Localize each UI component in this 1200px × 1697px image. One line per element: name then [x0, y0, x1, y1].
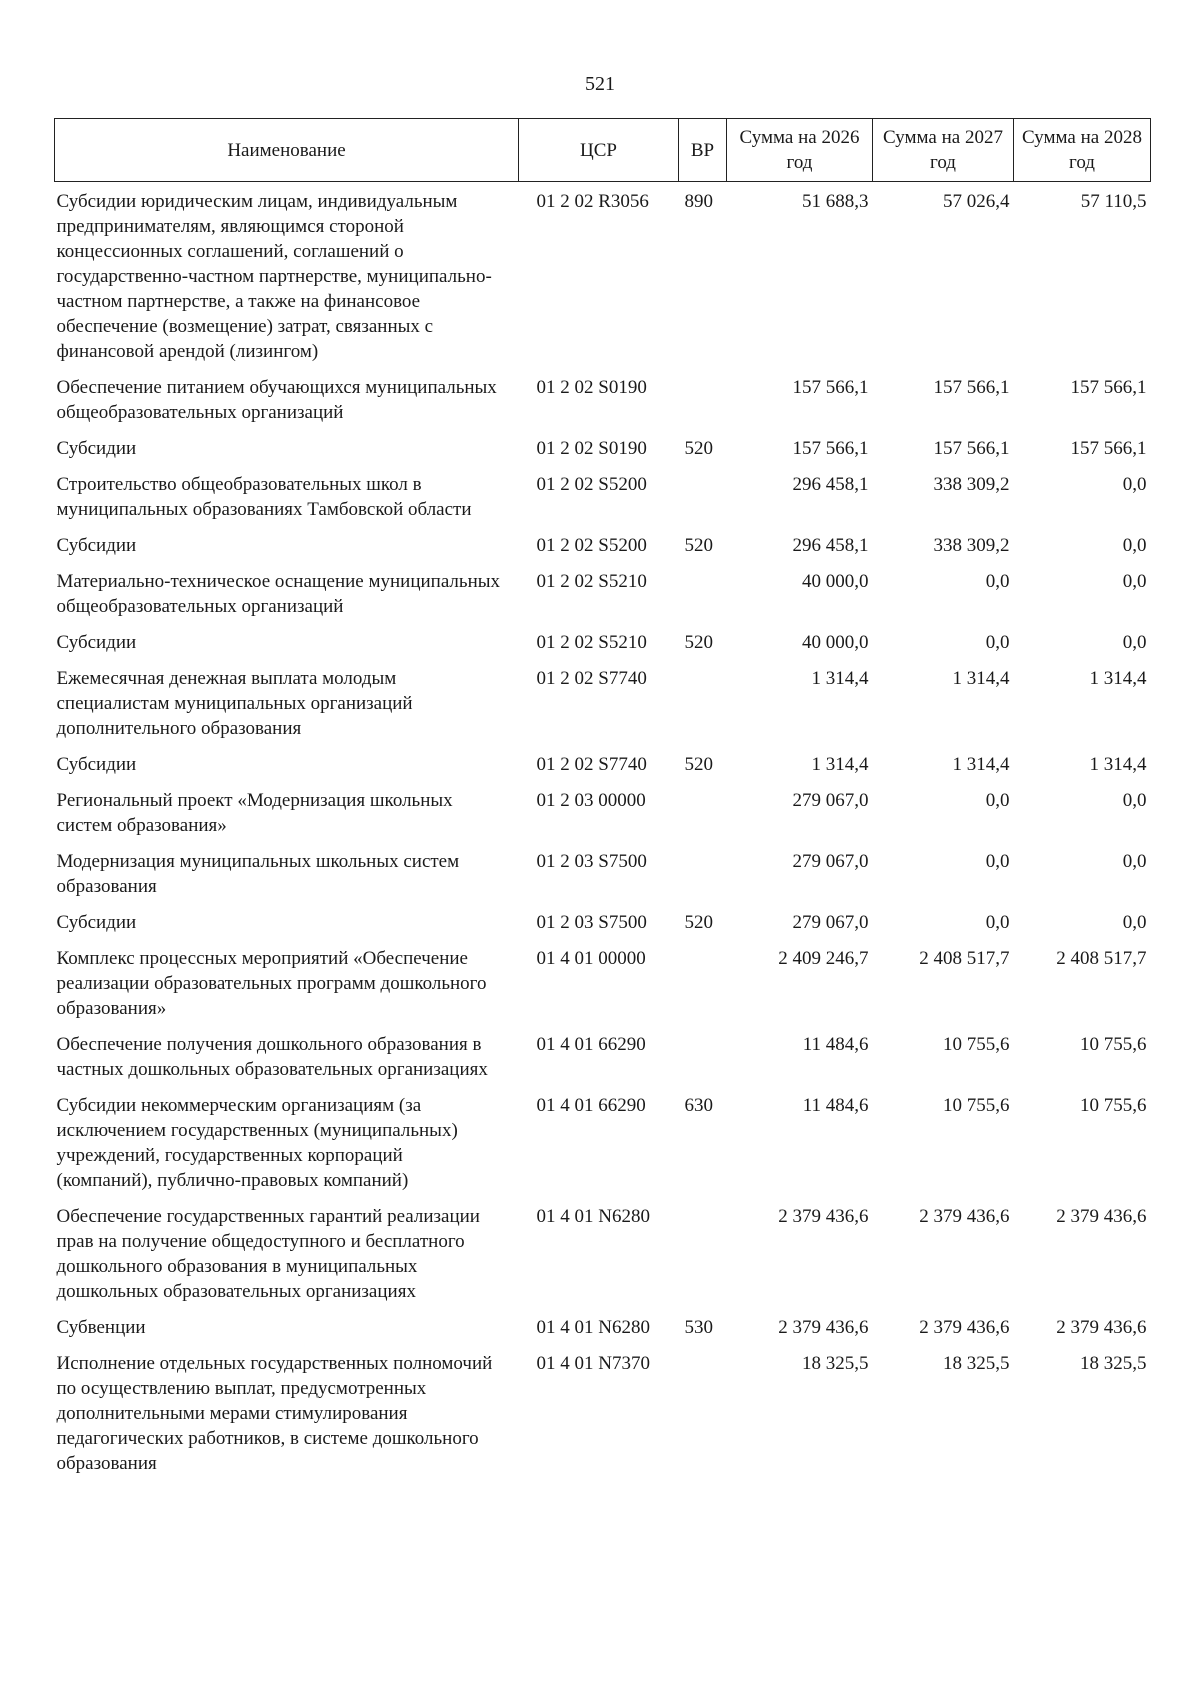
header-sum-2028: Сумма на 2028 год	[1014, 119, 1151, 182]
row-name: Материально-техническое оснащение муниципальных общеобразовательных организаций	[56, 571, 501, 617]
row-sum-2028: 0,0	[1122, 790, 1147, 811]
row-csr: 01 2 02 S7740	[536, 668, 647, 689]
header-sum-2027: Сумма на 2027 год	[873, 119, 1014, 182]
row-sum-2026: 18 325,5	[802, 1353, 869, 1374]
row-vr	[679, 1344, 727, 1480]
row-sum-2026: 11 484,6	[802, 1034, 869, 1055]
row-sum-2028: 18 325,5	[1080, 1353, 1147, 1374]
row-sum-2028: 10 755,6	[1080, 1034, 1147, 1055]
header-csr: ЦСР	[519, 119, 679, 182]
row-csr: 01 2 03 S7500	[536, 912, 647, 933]
row-sum-2028: 1 314,4	[1089, 668, 1147, 689]
row-csr: 01 2 02 S7740	[536, 754, 647, 775]
row-vr: 530	[684, 1317, 713, 1338]
row-sum-2028: 157 566,1	[1070, 377, 1147, 398]
table-row	[55, 1308, 1151, 1344]
row-sum-2026: 1 314,4	[811, 754, 869, 775]
table-row	[55, 562, 1151, 623]
row-vr: 520	[684, 535, 713, 556]
row-sum-2028: 0,0	[1122, 535, 1147, 556]
row-name: Обеспечение получения дошкольного образования в частных дошкольных образовательных организациях	[56, 1034, 488, 1080]
row-vr	[679, 842, 727, 903]
row-name: Субвенции	[56, 1317, 146, 1338]
table-row	[55, 745, 1151, 781]
table-row	[55, 939, 1151, 1025]
row-sum-2027: 18 325,5	[943, 1353, 1010, 1374]
row-sum-2028: 0,0	[1122, 632, 1147, 653]
page-number: 521	[585, 73, 615, 95]
row-sum-2028: 2 379 436,6	[1056, 1317, 1147, 1338]
row-csr: 01 2 02 S5210	[536, 571, 647, 592]
row-name: Субсидии	[56, 912, 137, 933]
row-sum-2027: 0,0	[985, 790, 1010, 811]
table-header	[55, 119, 1151, 182]
row-sum-2026: 2 379 436,6	[778, 1206, 869, 1227]
row-vr: 520	[684, 632, 713, 653]
row-csr: 01 4 01 N6280	[536, 1206, 650, 1227]
budget-table	[54, 118, 1151, 1480]
table-body	[55, 182, 1151, 1481]
row-name: Субсидии	[56, 438, 137, 459]
table-row	[55, 1025, 1151, 1086]
row-csr: 01 2 02 S5210	[536, 632, 647, 653]
row-sum-2027: 157 566,1	[933, 438, 1010, 459]
table-row	[55, 368, 1151, 429]
row-sum-2026: 11 484,6	[802, 1095, 869, 1116]
row-vr	[679, 1025, 727, 1086]
table-row	[55, 659, 1151, 745]
table-row	[55, 526, 1151, 562]
row-name: Субсидии	[56, 535, 137, 556]
row-sum-2028: 157 566,1	[1070, 438, 1147, 459]
row-name: Субсидии некоммерческим организациям (за исключением государственных (муниципальных) учреждений, государственных корпораций (компаний), публично-правовых компаний)	[56, 1095, 458, 1191]
row-csr: 01 4 01 00000	[536, 948, 646, 969]
row-sum-2027: 0,0	[985, 912, 1010, 933]
row-sum-2026: 157 566,1	[792, 377, 869, 398]
table-row	[55, 903, 1151, 939]
row-vr: 630	[684, 1095, 713, 1116]
row-csr: 01 2 02 S0190	[536, 377, 647, 398]
header-sum-2026: Сумма на 2026 год	[727, 119, 873, 182]
row-sum-2028: 0,0	[1122, 851, 1147, 872]
row-csr: 01 2 03 00000	[536, 790, 646, 811]
row-sum-2027: 338 309,2	[933, 535, 1010, 556]
row-vr: 520	[684, 754, 713, 775]
row-vr	[679, 465, 727, 526]
row-sum-2027: 157 566,1	[933, 377, 1010, 398]
row-vr	[679, 1197, 727, 1308]
row-name: Субсидии	[56, 632, 137, 653]
row-name: Ежемесячная денежная выплата молодым специалистам муниципальных организаций дополнительного образования	[56, 668, 413, 739]
row-csr: 01 2 02 S5200	[536, 535, 647, 556]
row-sum-2026: 2 379 436,6	[778, 1317, 869, 1338]
row-name: Обеспечение питанием обучающихся муниципальных общеобразовательных организаций	[56, 377, 497, 423]
row-sum-2027: 0,0	[985, 632, 1010, 653]
row-sum-2027: 2 408 517,7	[919, 948, 1010, 969]
row-vr	[679, 562, 727, 623]
row-sum-2027: 10 755,6	[943, 1034, 1010, 1055]
table-row	[55, 1197, 1151, 1308]
row-name: Субсидии	[56, 754, 137, 775]
row-sum-2026: 1 314,4	[811, 668, 869, 689]
row-sum-2027: 0,0	[985, 851, 1010, 872]
row-vr	[679, 939, 727, 1025]
row-sum-2026: 296 458,1	[792, 535, 869, 556]
table-row	[55, 182, 1151, 369]
header-vr: ВР	[679, 119, 727, 182]
row-csr: 01 4 01 N6280	[536, 1317, 650, 1338]
row-vr	[679, 659, 727, 745]
row-sum-2027: 2 379 436,6	[919, 1206, 1010, 1227]
row-sum-2026: 279 067,0	[792, 912, 869, 933]
row-vr	[679, 781, 727, 842]
row-sum-2026: 2 409 246,7	[778, 948, 869, 969]
row-csr: 01 2 02 R3056	[536, 191, 649, 212]
row-sum-2028: 1 314,4	[1089, 754, 1147, 775]
table-row	[55, 1344, 1151, 1480]
row-csr: 01 2 03 S7500	[536, 851, 647, 872]
row-name: Исполнение отдельных государственных полномочий по осуществлению выплат, предусмотренных дополнительными мерами стимулирования педагогических работников, в системе дошкольного образования	[56, 1353, 493, 1474]
row-sum-2027: 10 755,6	[943, 1095, 1010, 1116]
row-sum-2027: 2 379 436,6	[919, 1317, 1010, 1338]
row-sum-2028: 2 408 517,7	[1056, 948, 1147, 969]
row-vr: 890	[684, 191, 713, 212]
row-sum-2026: 51 688,3	[802, 191, 869, 212]
table-row	[55, 1086, 1151, 1197]
row-sum-2027: 338 309,2	[933, 474, 1010, 495]
row-sum-2028: 0,0	[1122, 474, 1147, 495]
row-sum-2028: 10 755,6	[1080, 1095, 1147, 1116]
row-csr: 01 4 01 66290	[536, 1095, 646, 1116]
row-sum-2028: 57 110,5	[1080, 191, 1147, 212]
row-name: Модернизация муниципальных школьных систем образования	[56, 851, 460, 897]
row-csr: 01 2 02 S5200	[536, 474, 647, 495]
row-csr: 01 4 01 66290	[536, 1034, 646, 1055]
row-csr: 01 4 01 N7370	[536, 1353, 650, 1374]
row-name: Комплекс процессных мероприятий «Обеспечение реализации образовательных программ дошкольного образования»	[56, 948, 487, 1019]
row-sum-2027: 1 314,4	[952, 668, 1010, 689]
table-row	[55, 465, 1151, 526]
row-sum-2027: 1 314,4	[952, 754, 1010, 775]
row-sum-2026: 40 000,0	[802, 632, 869, 653]
row-vr: 520	[684, 438, 713, 459]
row-sum-2026: 279 067,0	[792, 851, 869, 872]
table-row	[55, 842, 1151, 903]
row-sum-2028: 2 379 436,6	[1056, 1206, 1147, 1227]
row-name: Субсидии юридическим лицам, индивидуальным предпринимателям, являющимся стороной концессионных соглашений, соглашений о государственно-частном партнерстве, муниципально-частном партнерстве, а также на финансовое обеспечение (возмещение) затрат, связанных с финансовой арендой (лизингом)	[56, 191, 492, 362]
row-sum-2026: 296 458,1	[792, 474, 869, 495]
table-row	[55, 781, 1151, 842]
row-sum-2026: 157 566,1	[792, 438, 869, 459]
row-sum-2026: 279 067,0	[792, 790, 869, 811]
row-vr	[679, 368, 727, 429]
row-sum-2028: 0,0	[1122, 571, 1147, 592]
row-name: Строительство общеобразовательных школ в муниципальных образованиях Тамбовской области	[56, 474, 472, 520]
row-csr: 01 2 02 S0190	[536, 438, 647, 459]
row-sum-2027: 57 026,4	[943, 191, 1010, 212]
table-row	[55, 429, 1151, 465]
table-row	[55, 623, 1151, 659]
header-name: Наименование	[55, 119, 519, 182]
row-name: Обеспечение государственных гарантий реализации прав на получение общедоступного и бесплатного дошкольного образования в муниципальных дошкольных образовательных организациях	[56, 1206, 480, 1302]
row-sum-2028: 0,0	[1122, 912, 1147, 933]
row-vr: 520	[684, 912, 713, 933]
row-sum-2026: 40 000,0	[802, 571, 869, 592]
row-name: Региональный проект «Модернизация школьных систем образования»	[56, 790, 453, 836]
row-sum-2027: 0,0	[985, 571, 1010, 592]
